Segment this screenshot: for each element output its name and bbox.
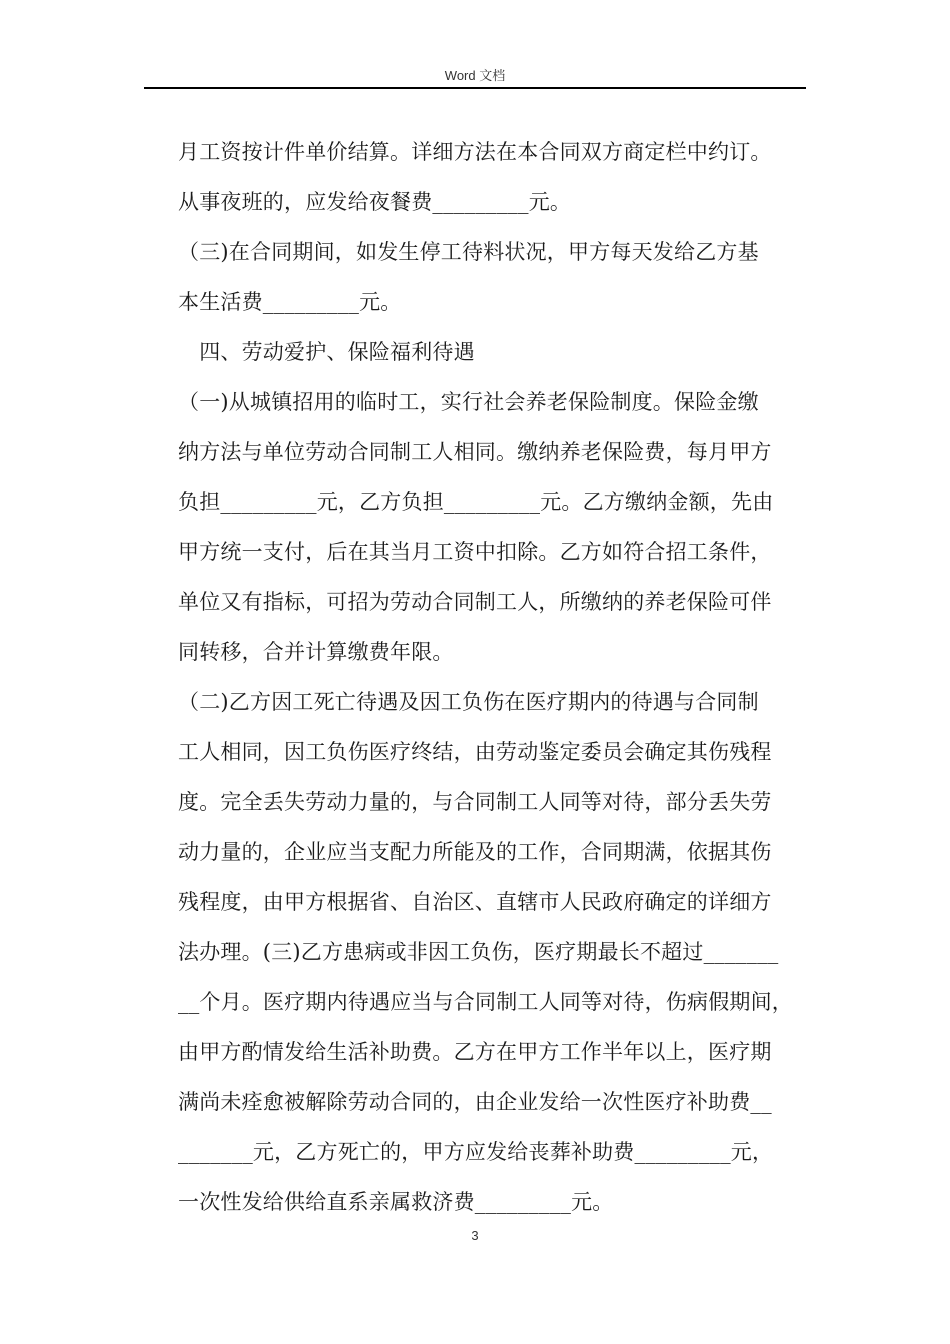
text-line: 同转移，合并计算缴费年限。 (178, 640, 454, 664)
text-line: 度。完全丢失劳动力量的，与合同制工人同等对待，部分丢失劳 (178, 790, 772, 814)
page-number: 3 (471, 1228, 479, 1243)
header-rule (144, 87, 806, 89)
text-line: 纳方法与单位劳动合同制工人相同。缴纳养老保险费，每月甲方 (178, 440, 772, 464)
text-line: （二)乙方因工死亡待遇及因工负伤在医疗期内的待遇与合同制 (178, 690, 759, 714)
text-line: （三)在合同期间，如发生停工待料状况，甲方每天发给乙方基 (178, 240, 759, 264)
text-line: 残程度，由甲方根据省、自治区、直辖市人民政府确定的详细方 (178, 890, 772, 914)
text-line: 甲方统一支付，后在其当月工资中扣除。乙方如符合招工条件， (178, 540, 772, 564)
text-line: 由甲方酌情发给生活补助费。乙方在甲方工作半年以上，医疗期 (178, 1040, 772, 1064)
text-line: 一次性发给供给直系亲属救济费_________元。 (178, 1190, 614, 1214)
text-line: _______元，乙方死亡的，甲方应发给丧葬补助费_________元， (178, 1140, 774, 1164)
text-line: 工人相同，因工负伤医疗终结，由劳动鉴定委员会确定其伤残程 (178, 740, 772, 764)
text-line: 满尚未痊愈被解除劳动合同的，由企业发给一次性医疗补助费__ (178, 1090, 772, 1114)
text-line: 单位又有指标，可招为劳动合同制工人，所缴纳的养老保险可伴 (178, 590, 772, 614)
text-line: __个月。医疗期内待遇应当与合同制工人同等对待，伤病假期间， (178, 990, 793, 1014)
text-line: 月工资按计件单价结算。详细方法在本合同双方商定栏中约订。 (178, 140, 772, 164)
page-header: Word 文档 (444, 68, 506, 83)
text-line: 本生活费_________元。 (178, 290, 402, 314)
section-heading: 四、劳动爱护、保险福利待遇 (178, 340, 475, 364)
text-line: （一)从城镇招用的临时工，实行社会养老保险制度。保险金缴 (178, 390, 759, 414)
text-line: 负担_________元，乙方负担_________元。乙方缴纳金额，先由 (178, 490, 774, 514)
document-body (178, 127, 808, 1227)
text-line: 从事夜班的，应发给夜餐费_________元。 (178, 190, 572, 214)
text-line: 法办理。(三)乙方患病或非因工负伤，医疗期最长不超过_______ (178, 940, 779, 964)
text-line: 动力量的，企业应当支配力所能及的工作，合同期满，依据其伤 (178, 840, 772, 864)
